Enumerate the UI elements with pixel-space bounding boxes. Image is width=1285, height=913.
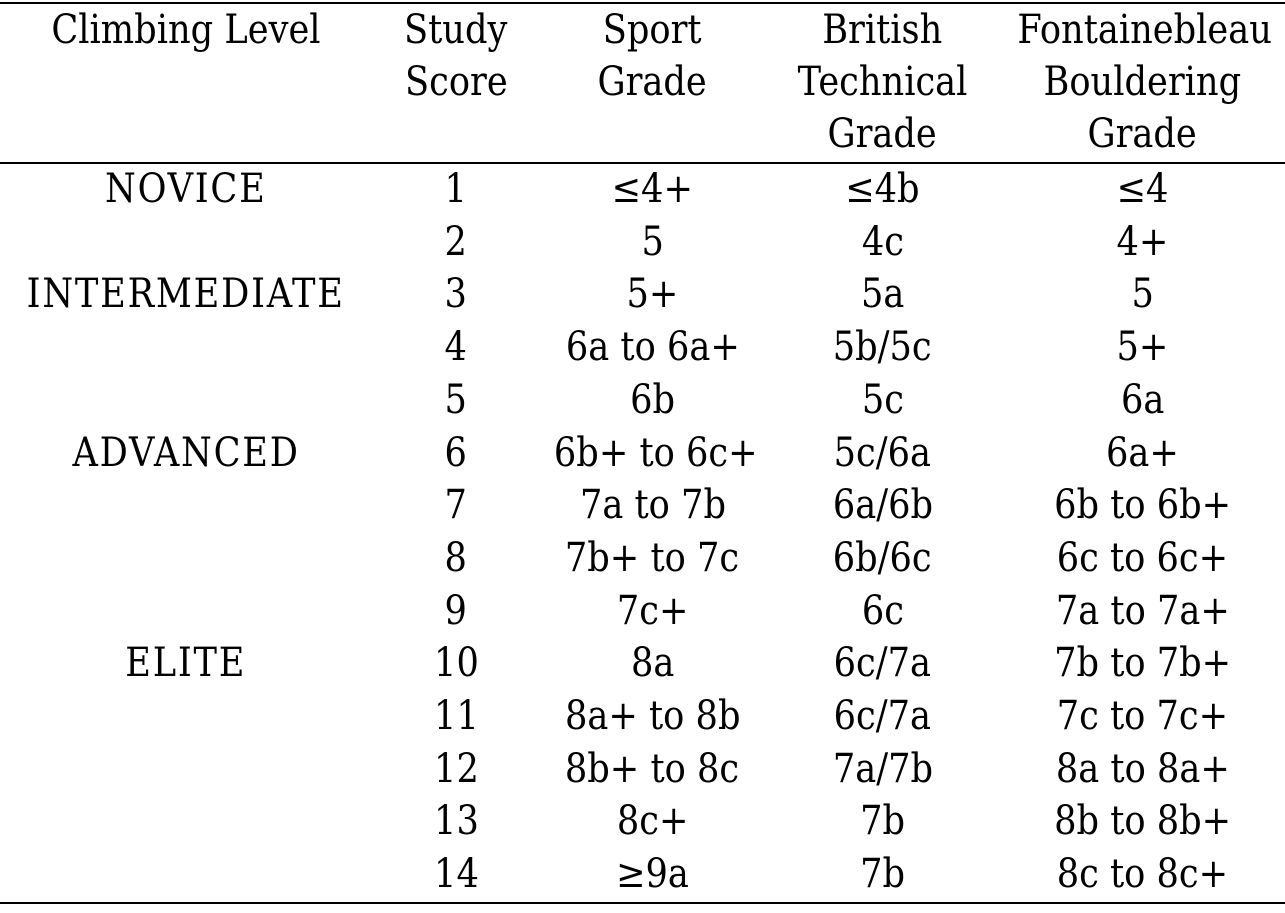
british-grade-cell: [765, 268, 1000, 321]
sport-grade-cell: [540, 321, 765, 374]
score-cell: [372, 479, 540, 532]
fontainebleau-grade-cell: [1000, 532, 1285, 585]
sport-grade-cell-text: 7c+: [616, 587, 689, 634]
score-cell-text: 10: [433, 640, 479, 687]
header-line: [0, 4, 372, 56]
sport-grade-cell: [540, 163, 765, 216]
header-line: [765, 108, 1000, 160]
header-line: [1000, 108, 1285, 160]
fontainebleau-grade-cell: [1000, 585, 1285, 638]
header-text: Bouldering: [1043, 59, 1242, 105]
level-cell: [0, 532, 372, 585]
header-text: Score: [404, 59, 508, 105]
table-row: [0, 268, 1285, 321]
sport-grade-cell-text: 5: [641, 218, 664, 265]
bottom-rule: [0, 902, 1285, 904]
score-cell-text: 12: [433, 745, 479, 792]
header-line: [372, 56, 540, 108]
fontainebleau-grade-cell-text: 6a+: [1106, 429, 1179, 476]
british-grade-cell: [765, 795, 1000, 848]
table-row: [0, 637, 1285, 690]
level-cell: [0, 848, 372, 901]
fontainebleau-grade-cell-text: 5+: [1116, 324, 1169, 371]
british-grade-cell-text: 6c: [861, 587, 904, 634]
header-line: [765, 56, 1000, 108]
header-study-score: [372, 4, 540, 163]
british-grade-cell: [765, 163, 1000, 216]
score-cell-text: 13: [433, 798, 479, 845]
level-cell-text: INTERMEDIATE: [26, 271, 346, 318]
fontainebleau-grade-cell: [1000, 848, 1285, 901]
british-grade-cell: [765, 743, 1000, 796]
sport-grade-cell-text: 8a+ to 8b: [564, 693, 741, 740]
score-cell: [372, 216, 540, 269]
table-row: [0, 795, 1285, 848]
climbing-grade-table: [0, 4, 1285, 901]
level-cell: [0, 216, 372, 269]
score-cell-text: 5: [444, 376, 468, 423]
fontainebleau-grade-cell-text: 5: [1131, 271, 1154, 318]
header-climbing-level: [0, 4, 372, 163]
score-cell: [372, 743, 540, 796]
table-row: [0, 321, 1285, 374]
british-grade-cell: [765, 690, 1000, 743]
sport-grade-cell: [540, 795, 765, 848]
score-cell-text: 9: [444, 587, 468, 634]
header-text: Technical: [797, 59, 968, 105]
score-cell-text: 14: [433, 851, 479, 898]
fontainebleau-grade-cell: [1000, 637, 1285, 690]
sport-grade-cell-text: 5+: [626, 271, 679, 318]
sport-grade-cell: [540, 479, 765, 532]
header-line: [765, 4, 1000, 56]
british-grade-cell-text: 6c/7a: [833, 640, 932, 687]
british-grade-cell: [765, 848, 1000, 901]
table-row: [0, 690, 1285, 743]
score-cell-text: 6: [444, 429, 468, 476]
sport-grade-cell-text: 8b+ to 8c: [565, 745, 740, 792]
fontainebleau-grade-cell: [1000, 374, 1285, 427]
fontainebleau-grade-cell-text: 7c to 7c+: [1056, 693, 1229, 740]
sport-grade-cell-text: 6b+ to 6c+: [553, 429, 758, 476]
sport-grade-cell-text: 8c+: [616, 798, 689, 845]
level-cell: [0, 321, 372, 374]
british-grade-cell: [765, 321, 1000, 374]
fontainebleau-grade-cell: [1000, 795, 1285, 848]
level-cell: [0, 427, 372, 480]
header-text: Fontainebleau: [1017, 7, 1272, 53]
fontainebleau-grade-cell-text: ≤4: [1116, 166, 1169, 212]
header-text: Grade: [827, 111, 938, 157]
fontainebleau-grade-cell: [1000, 479, 1285, 532]
level-cell: [0, 479, 372, 532]
fontainebleau-grade-cell-text: 8b to 8b+: [1053, 798, 1232, 845]
fontainebleau-grade-cell: [1000, 216, 1285, 269]
score-cell: [372, 690, 540, 743]
score-cell: [372, 795, 540, 848]
table-body: [0, 163, 1285, 901]
fontainebleau-grade-cell-text: 7b to 7b+: [1053, 640, 1232, 687]
fontainebleau-grade-cell-text: 7a to 7a+: [1055, 587, 1230, 634]
fontainebleau-grade-cell: [1000, 321, 1285, 374]
score-cell-text: 8: [444, 534, 468, 581]
british-grade-cell-text: 5c: [861, 376, 904, 423]
level-cell: [0, 743, 372, 796]
fontainebleau-grade-cell: [1000, 163, 1285, 216]
sport-grade-cell: [540, 216, 765, 269]
header-british-technical-grade: [765, 4, 1000, 163]
table-row: [0, 163, 1285, 216]
score-cell: [372, 321, 540, 374]
header-text: Study: [404, 7, 508, 53]
score-cell: [372, 268, 540, 321]
header-text: Sport: [603, 7, 702, 53]
score-cell-text: 2: [444, 218, 468, 265]
table-row: [0, 743, 1285, 796]
sport-grade-cell: [540, 585, 765, 638]
sport-grade-cell-text: 7a to 7b: [579, 482, 726, 529]
header-row: [0, 4, 1285, 163]
british-grade-cell-text: 5a: [860, 271, 905, 318]
header-sport-grade: [540, 4, 765, 163]
sport-grade-cell-text: 7b+ to 7c: [565, 534, 740, 581]
score-cell: [372, 427, 540, 480]
british-grade-cell-text: 6c/7a: [833, 693, 932, 740]
sport-grade-cell: [540, 743, 765, 796]
table-row: [0, 585, 1285, 638]
british-grade-cell-text: 7a/7b: [832, 745, 933, 792]
header-text: Grade: [597, 59, 708, 105]
british-grade-cell: [765, 216, 1000, 269]
fontainebleau-grade-cell-text: 8c to 8c+: [1056, 851, 1229, 898]
british-grade-cell: [765, 374, 1000, 427]
fontainebleau-grade-cell-text: 6a: [1120, 376, 1165, 423]
table-row: [0, 479, 1285, 532]
level-cell: [0, 374, 372, 427]
score-cell: [372, 532, 540, 585]
british-grade-cell-text: 6a/6b: [832, 482, 933, 529]
british-grade-cell: [765, 479, 1000, 532]
sport-grade-cell: [540, 427, 765, 480]
fontainebleau-grade-cell: [1000, 268, 1285, 321]
level-cell-text: NOVICE: [105, 166, 267, 212]
score-cell: [372, 374, 540, 427]
score-cell: [372, 637, 540, 690]
sport-grade-cell: [540, 532, 765, 585]
fontainebleau-grade-cell-text: 8a to 8a+: [1055, 745, 1230, 792]
level-cell: [0, 163, 372, 216]
header-text: Grade: [1087, 111, 1198, 157]
sport-grade-cell-text: 8a: [630, 640, 675, 687]
level-cell: [0, 690, 372, 743]
sport-grade-cell: [540, 848, 765, 901]
british-grade-cell-text: 7b: [860, 851, 905, 898]
level-cell-text: ELITE: [125, 640, 247, 687]
score-cell-text: 11: [433, 693, 479, 740]
header-text: British: [822, 7, 943, 53]
british-grade-cell-text: 5b/5c: [833, 324, 932, 371]
table-row: [0, 532, 1285, 585]
british-grade-cell: [765, 585, 1000, 638]
score-cell: [372, 163, 540, 216]
table-row: [0, 374, 1285, 427]
british-grade-cell: [765, 532, 1000, 585]
fontainebleau-grade-cell: [1000, 690, 1285, 743]
header-line: [1000, 4, 1285, 56]
level-cell: [0, 268, 372, 321]
table-row: [0, 848, 1285, 901]
british-grade-cell-text: ≤4b: [845, 166, 920, 212]
table-row: [0, 216, 1285, 269]
header-line: [540, 56, 765, 108]
british-grade-cell-text: 5c/6a: [833, 429, 932, 476]
level-cell-text: ADVANCED: [72, 429, 300, 476]
fontainebleau-grade-cell: [1000, 427, 1285, 480]
sport-grade-cell-text: ≥9a: [616, 851, 689, 898]
level-cell: [0, 637, 372, 690]
british-grade-cell: [765, 427, 1000, 480]
level-cell: [0, 795, 372, 848]
sport-grade-cell: [540, 268, 765, 321]
fontainebleau-grade-cell-text: 4+: [1116, 218, 1169, 265]
score-cell-text: 7: [444, 482, 468, 529]
score-cell: [372, 848, 540, 901]
header-text: Climbing Level: [51, 7, 321, 53]
sport-grade-cell: [540, 637, 765, 690]
header-line: [372, 4, 540, 56]
sport-grade-cell-text: ≤4+: [611, 166, 694, 212]
score-cell-text: 4: [444, 324, 468, 371]
fontainebleau-grade-cell-text: 6c to 6c+: [1056, 534, 1229, 581]
score-cell-text: 1: [444, 166, 468, 212]
british-grade-cell-text: 7b: [860, 798, 905, 845]
fontainebleau-grade-cell-text: 6b to 6b+: [1053, 482, 1232, 529]
header-line: [1000, 56, 1285, 108]
header-fontainebleau-grade: [1000, 4, 1285, 163]
header-line: [540, 4, 765, 56]
score-cell: [372, 585, 540, 638]
level-cell: [0, 585, 372, 638]
british-grade-cell: [765, 637, 1000, 690]
table-row: [0, 427, 1285, 480]
sport-grade-cell: [540, 374, 765, 427]
british-grade-cell-text: 6b/6c: [833, 534, 932, 581]
sport-grade-cell: [540, 690, 765, 743]
british-grade-cell-text: 4c: [861, 218, 904, 265]
sport-grade-cell-text: 6b: [630, 376, 675, 423]
sport-grade-cell-text: 6a to 6a+: [565, 324, 740, 371]
fontainebleau-grade-cell: [1000, 743, 1285, 796]
score-cell-text: 3: [444, 271, 468, 318]
